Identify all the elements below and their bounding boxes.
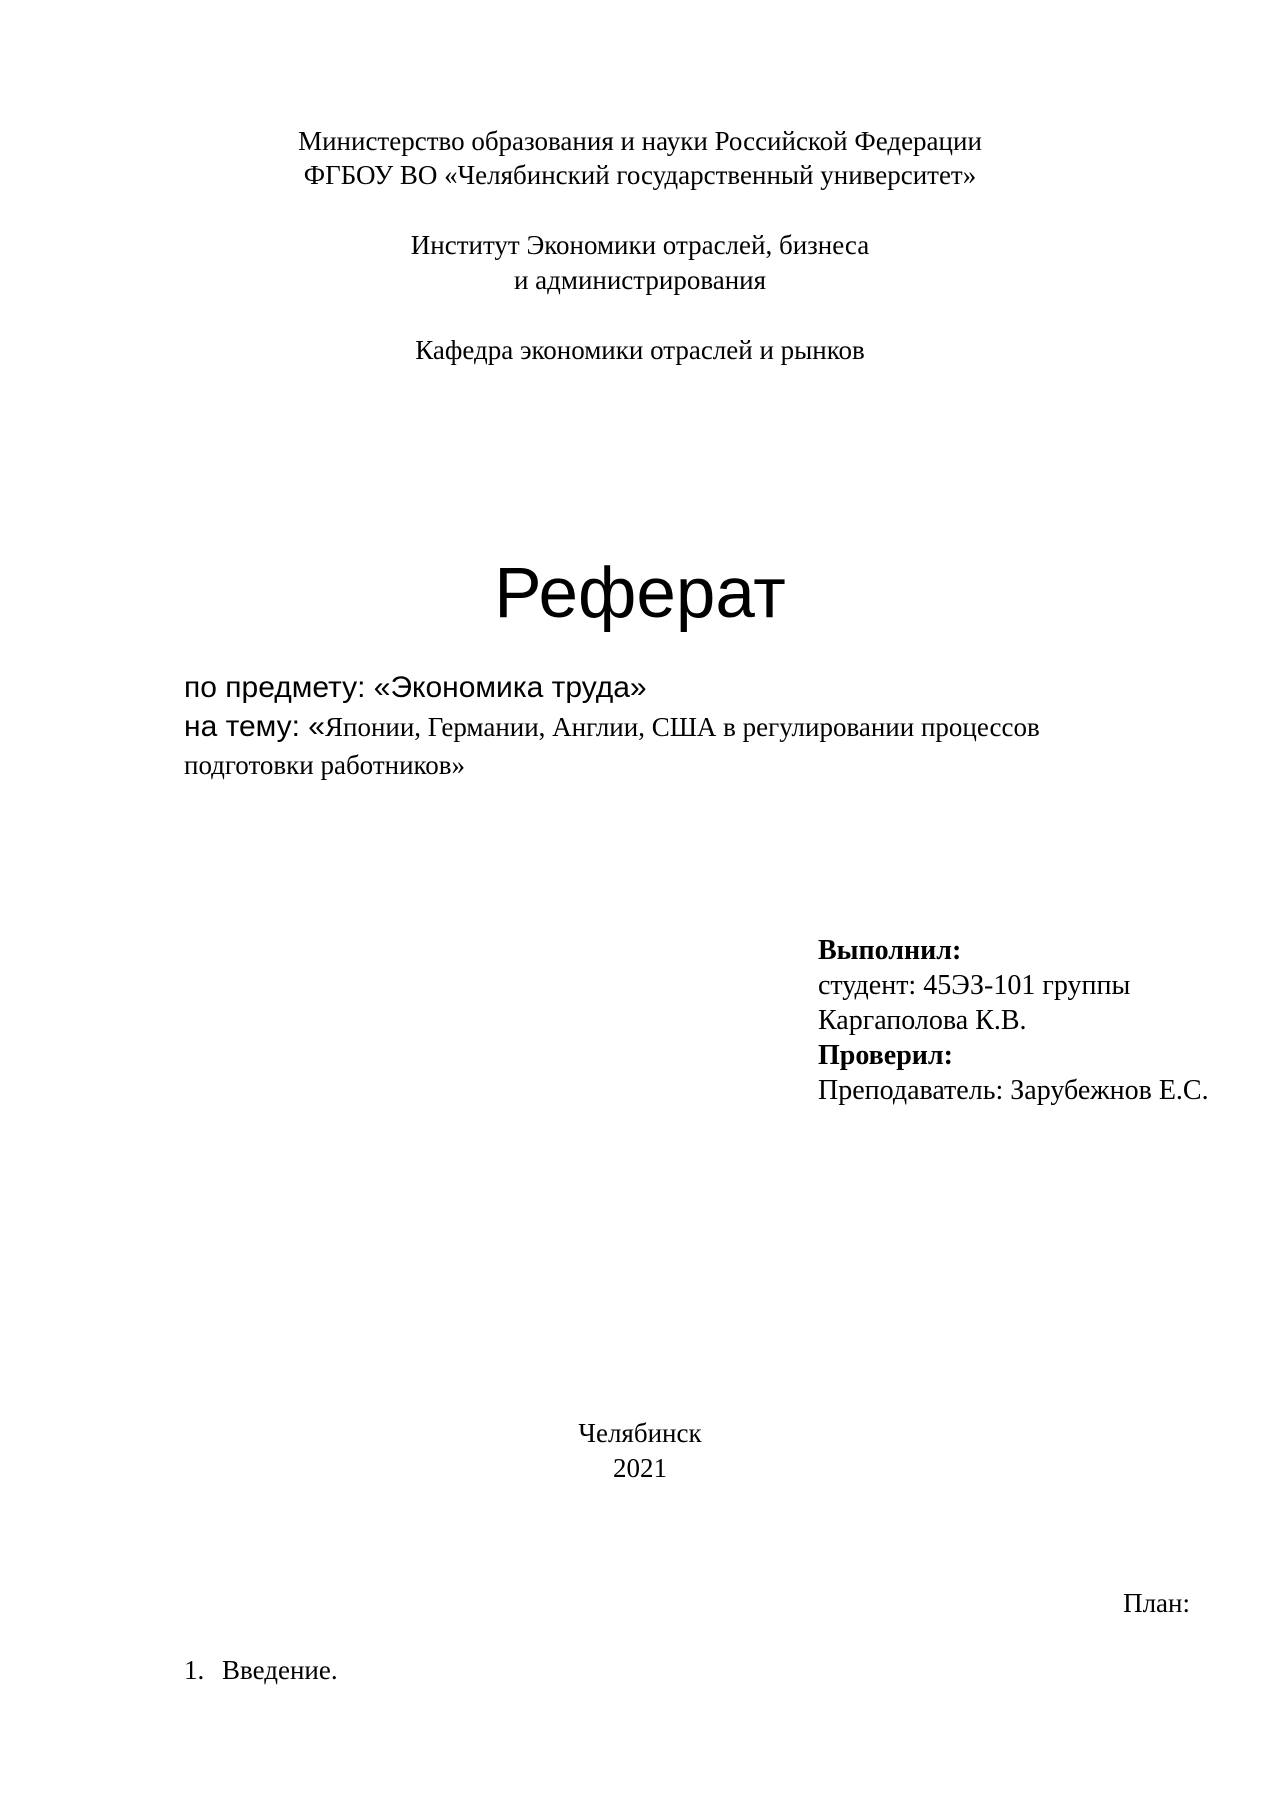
plan-heading: План: bbox=[1123, 1588, 1190, 1618]
teacher-name: Преподаватель: Зарубежнов Е.С. bbox=[818, 1075, 1209, 1106]
student-group: студент: 45ЭЗ-101 группы bbox=[818, 970, 1131, 1001]
plan-item-number: 1. bbox=[184, 1655, 205, 1685]
topic-line-1 bbox=[184, 709, 1040, 750]
plan-item bbox=[184, 1653, 338, 1687]
performed-label: Выполнил: bbox=[818, 935, 962, 966]
document-title: Реферат bbox=[494, 554, 786, 633]
department-line: Кафедра экономики отраслей и рынков bbox=[415, 335, 865, 365]
city-line: Челябинск bbox=[578, 1418, 702, 1448]
institute-line-2: и администрирования bbox=[513, 265, 767, 295]
checked-label: Проверил: bbox=[818, 1040, 953, 1071]
institute-line-1: Институт Экономики отраслей, бизнеса bbox=[410, 230, 870, 260]
topic-line-2: подготовки работников» bbox=[184, 750, 466, 780]
student-name: Каргаполова К.В. bbox=[818, 1005, 1027, 1036]
topic-prefix: на тему: « bbox=[184, 710, 325, 743]
university-line: ФГБОУ ВО «Челябинский государственный университет» bbox=[303, 160, 977, 190]
year-line: 2021 bbox=[613, 1453, 667, 1483]
plan-item-text: Введение. bbox=[222, 1655, 338, 1685]
ministry-line: Министерство образования и науки Российской Федерации bbox=[298, 126, 982, 156]
subject-line: по предмету: «Экономика труда» bbox=[184, 671, 647, 704]
topic-text-1: Японии, Германии, Англии, США в регулировании процессов bbox=[325, 712, 1040, 742]
